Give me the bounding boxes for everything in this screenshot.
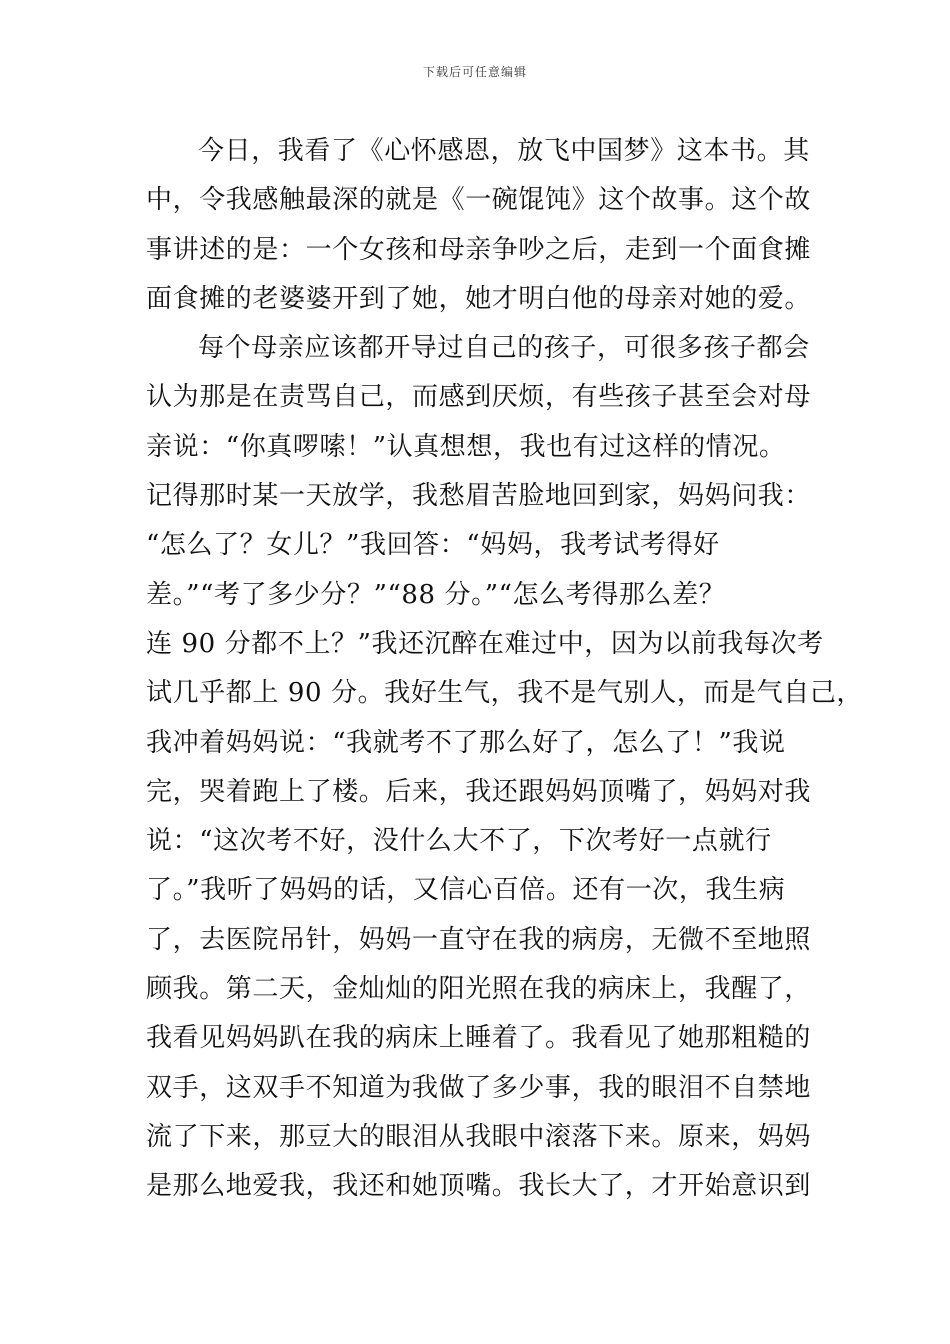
paragraph-2-line-11: 说：“这次考不好，没什么大不了，下次考好一点就行 — [146, 826, 772, 857]
paragraph-2-line-13: 了，去医院吊针，妈妈一直守在我的病房，无微不至地照 — [146, 924, 812, 955]
page-header: 下载后可任意编辑 — [422, 65, 527, 79]
paragraph-1-line-2: 中，令我感触最深的就是《一碗馄饨》这个故事。这个故 — [146, 185, 812, 216]
paragraph-2-line-14: 顾我。第二天，金灿灿的阳光照在我的病床上，我醒了， — [146, 974, 812, 1005]
paragraph-1-line-4: 面食摊的老婆婆开到了她，她才明白他的母亲对她的爱。 — [146, 283, 812, 314]
paragraph-2-line-4: 记得那时某一天放学，我愁眉苦脸地回到家，妈妈问我： — [146, 481, 812, 512]
paragraph-2-line-3: 亲说：“你真啰嗦！”认真想想，我也有过这样的情况。 — [146, 431, 786, 462]
paragraph-2-line-7: 连 90 分都不上？”我还沉醉在难过中，因为以前我每次考 — [146, 628, 824, 659]
paragraph-2-line-15: 我看见妈妈趴在我的病床上睡着了。我看见了她那粗糙的 — [146, 1023, 812, 1054]
essay-body — [146, 127, 864, 1212]
paragraph-2-line-18: 是那么地爱我，我还和她顶嘴。我长大了，才开始意识到 — [146, 1171, 812, 1202]
paragraph-2-line-10: 完，哭着跑上了楼。后来，我还跟妈妈顶嘴了，妈妈对我 — [146, 776, 812, 807]
paragraph-2-line-2: 认为那是在责骂自己，而感到厌烦，有些孩子甚至会对母 — [146, 382, 812, 413]
paragraph-2-line-16: 双手，这双手不知道为我做了多少事，我的眼泪不自禁地 — [146, 1072, 812, 1103]
paragraph-1-line-3: 事讲述的是：一个女孩和母亲争吵之后，走到一个面食摊 — [146, 234, 812, 265]
paragraph-2-line-17: 流了下来，那豆大的眼泪从我眼中滚落下来。原来，妈妈 — [146, 1121, 812, 1152]
paragraph-2-line-1: 每个母亲应该都开导过自己的孩子，可很多孩子都会 — [198, 333, 810, 364]
paragraph-2-line-8: 试几乎都上 90 分。我好生气，我不是气别人，而是气自己， — [146, 678, 864, 709]
paragraph-2-line-9: 我冲着妈妈说：“我就考不了那么好了，怎么了！”我说 — [146, 727, 786, 758]
paragraph-2-line-5: “怎么了？女儿？”我回答：“妈妈，我考试考得好 — [146, 530, 720, 561]
paragraph-1-line-1: 今日，我看了《心怀感恩，放飞中国梦》这本书。其 — [198, 136, 810, 166]
paragraph-2-line-12: 了。”我听了妈妈的话，又信心百倍。还有一次，我生病 — [146, 875, 786, 906]
paragraph-2-line-6: 差。”“考了多少分？”“88 分。”“怎么考得那么差？ — [146, 579, 726, 610]
